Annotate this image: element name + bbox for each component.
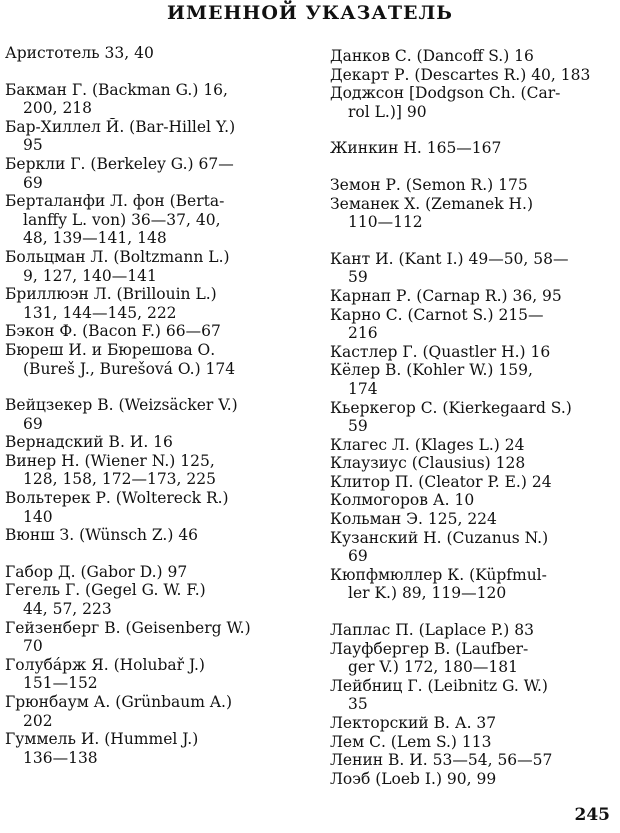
entry-line: Лаплас П. (Laplace P.) 83	[330, 621, 534, 640]
index-entry	[330, 66, 620, 85]
entry-line: Грюнбаум А. (Grünbaum A.)	[5, 693, 233, 711]
entry-continuation: 69	[23, 414, 43, 433]
index-entry	[5, 489, 297, 526]
entry-line: Кузанский Н. (Cuzanus N.)	[330, 528, 549, 547]
entry-line: Кёлер В. (Kohler W.) 159,	[330, 361, 533, 380]
entry-continuation: 140	[23, 507, 53, 526]
entry-line: Гейзенберг В. (Geisenberg W.)	[5, 618, 251, 637]
index-entry	[330, 399, 620, 436]
group-gap	[330, 158, 620, 176]
index-entry	[330, 640, 620, 677]
index-entry	[330, 176, 620, 195]
entry-continuation: 70	[23, 637, 43, 656]
group-gap	[330, 232, 620, 250]
entry-line: Карно С. (Carnot S.) 215—	[330, 305, 544, 324]
entry-line: Доджсон [Dodgson Ch. (Car-	[330, 84, 561, 103]
entry-line: Гуммель И. (Hummel J.)	[5, 730, 199, 749]
index-entry	[5, 526, 297, 545]
index-entry	[5, 619, 297, 656]
entry-line: Вольтерек Р. (Woltereck R.)	[5, 489, 229, 508]
index-entry	[330, 770, 620, 789]
entry-continuation: 44, 57, 223	[23, 600, 112, 619]
index-entry	[330, 733, 620, 752]
entry-line: Голубáрж Я. (Holubař J.)	[5, 655, 205, 674]
index-entry	[5, 81, 297, 118]
index-entry	[5, 118, 297, 155]
entry-continuation: 136—138	[23, 748, 98, 767]
group-gap	[330, 603, 620, 621]
index-entry	[330, 306, 620, 343]
index-entry	[330, 621, 620, 640]
entry-line: Вюнш З. (Wünsch Z.) 46	[5, 526, 199, 545]
entry-continuation: 200, 218	[23, 99, 93, 118]
index-entry	[330, 361, 620, 398]
page-title: ИМЕННОЙ УКАЗАТЕЛЬ	[167, 2, 453, 24]
entry-continuation: 202	[23, 711, 53, 730]
entry-continuation: 151—152	[23, 674, 98, 693]
entry-line: Больцман Л. (Boltzmann L.)	[5, 247, 230, 266]
entry-line: Колмогоров А. 10	[330, 491, 475, 510]
index-entry	[330, 343, 620, 362]
entry-line: Клагес Л. (Klages L.) 24	[330, 435, 525, 454]
entry-continuation: lanffy L. von) 36—37, 40,	[23, 210, 221, 229]
index-entry	[330, 250, 620, 287]
index-entry	[5, 396, 297, 433]
entry-continuation: 35	[348, 695, 368, 714]
index-entry	[330, 287, 620, 306]
index-entry	[5, 322, 297, 341]
entry-line: Декарт Р. (Descartes R.) 40, 183	[330, 65, 591, 84]
index-entry	[5, 656, 297, 693]
group-gap	[5, 63, 297, 81]
entry-continuation: 110—112	[348, 213, 423, 232]
index-entry	[330, 454, 620, 473]
entry-continuation: 59	[348, 417, 368, 436]
entry-line: Винер Н. (Wiener N.) 125,	[5, 451, 215, 470]
group-gap	[5, 378, 297, 396]
entry-line: Кастлер Г. (Quastler H.) 16	[330, 342, 551, 361]
entry-continuation: 128, 158, 172—173, 225	[23, 470, 216, 489]
entry-line: Данков С. (Dancoff S.) 16	[330, 47, 534, 65]
entry-continuation: 69	[348, 547, 368, 566]
index-entry	[5, 285, 297, 322]
entry-line: Карнап Р. (Carnap R.) 36, 95	[330, 286, 562, 305]
index-column-right	[330, 47, 620, 788]
entry-line: Берталанфи Л. фон (Berta-	[5, 192, 225, 211]
entry-continuation: ger V.) 172, 180—181	[348, 658, 518, 677]
entry-line: Земанек Х. (Zemanek H.)	[330, 194, 534, 213]
index-entry	[330, 47, 620, 66]
index-entry	[330, 473, 620, 492]
index-entry	[330, 510, 620, 529]
entry-continuation: rol L.)] 90	[348, 102, 427, 121]
group-gap	[330, 121, 620, 139]
entry-line: Гегель Г. (Gegel G. W. F.)	[5, 581, 206, 600]
entry-line: Кольман Э. 125, 224	[330, 510, 497, 529]
entry-line: Бриллюэн Л. (Brillouin L.)	[5, 285, 217, 304]
group-gap	[5, 545, 297, 563]
index-entry	[330, 714, 620, 733]
entry-continuation: 69	[23, 173, 43, 192]
entry-line: Лауфбергер В. (Laufber-	[330, 639, 529, 658]
entry-line: Кюпфмюллер К. (Küpfmul-	[330, 565, 547, 584]
index-entry	[5, 192, 297, 248]
entry-line: Кьеркегор С. (Kierkegaard S.)	[330, 398, 572, 417]
index-entry	[330, 751, 620, 770]
index-entry	[5, 452, 297, 489]
entry-line: Лейбниц Г. (Leibnitz G. W.)	[330, 676, 548, 695]
entry-continuation: 174	[348, 379, 378, 398]
index-column-left	[5, 44, 297, 767]
entry-continuation: 216	[348, 324, 378, 343]
entry-line: Лекторский В. А. 37	[330, 714, 497, 732]
index-entry	[5, 44, 297, 63]
index-entry	[330, 529, 620, 566]
entry-line: Клитор П. (Cleator P. E.) 24	[330, 472, 552, 491]
index-entry	[330, 566, 620, 603]
entry-line: Габор Д. (Gabor D.) 97	[5, 562, 188, 581]
index-entry	[5, 155, 297, 192]
entry-continuation: 131, 144—145, 222	[23, 303, 177, 322]
entry-line: Лоэб (Loeb I.) 90, 99	[330, 769, 497, 788]
entry-continuation: 9, 127, 140—141	[23, 266, 157, 285]
entry-line: Клаузиус (Clausius) 128	[330, 454, 526, 473]
entry-line: Земон Р. (Semon R.) 175	[330, 175, 528, 194]
entry-continuation: (Bureš J., Burešová O.) 174	[23, 359, 236, 378]
index-entry	[330, 84, 620, 121]
entry-line: Жинкин Н. 165—167	[330, 139, 502, 158]
entry-line: Аристотель 33, 40	[5, 44, 154, 62]
index-entry	[5, 341, 297, 378]
index-entry	[5, 563, 297, 582]
entry-line: Бакман Г. (Backman G.) 16,	[5, 80, 228, 99]
index-entry	[330, 436, 620, 455]
index-entry	[5, 730, 297, 767]
entry-continuation: ler K.) 89, 119—120	[348, 584, 507, 603]
index-entry	[330, 139, 620, 158]
index-entry	[330, 491, 620, 510]
entry-line: Лем С. (Lem S.) 113	[330, 732, 492, 751]
index-entry	[330, 677, 620, 714]
entry-line: Вернадский В. И. 16	[5, 433, 173, 452]
index-entry	[5, 693, 297, 730]
entry-line: Бэкон Ф. (Bacon F.) 66—67	[5, 322, 221, 341]
index-entry	[330, 195, 620, 232]
entry-line: Беркли Г. (Berkeley G.) 67—	[5, 154, 234, 173]
entry-line: Ленин В. И. 53—54, 56—57	[330, 751, 553, 770]
index-entry	[5, 581, 297, 618]
entry-line: Вейцзекер В. (Weizsäcker V.)	[5, 396, 238, 415]
index-entry	[5, 248, 297, 285]
entry-line: Кант И. (Kant I.) 49—50, 58—	[330, 249, 569, 268]
entry-line: Бар-Хиллел Й. (Bar-Hillel Y.)	[5, 117, 236, 136]
entry-continuation: 59	[348, 268, 368, 287]
entry-line: Бюреш И. и Бюрешова О.	[5, 340, 216, 359]
entry-continuation: 48, 139—141, 148	[23, 229, 167, 248]
entry-continuation: 95	[23, 136, 43, 155]
page-number: 245	[574, 805, 610, 825]
index-entry	[5, 433, 297, 452]
